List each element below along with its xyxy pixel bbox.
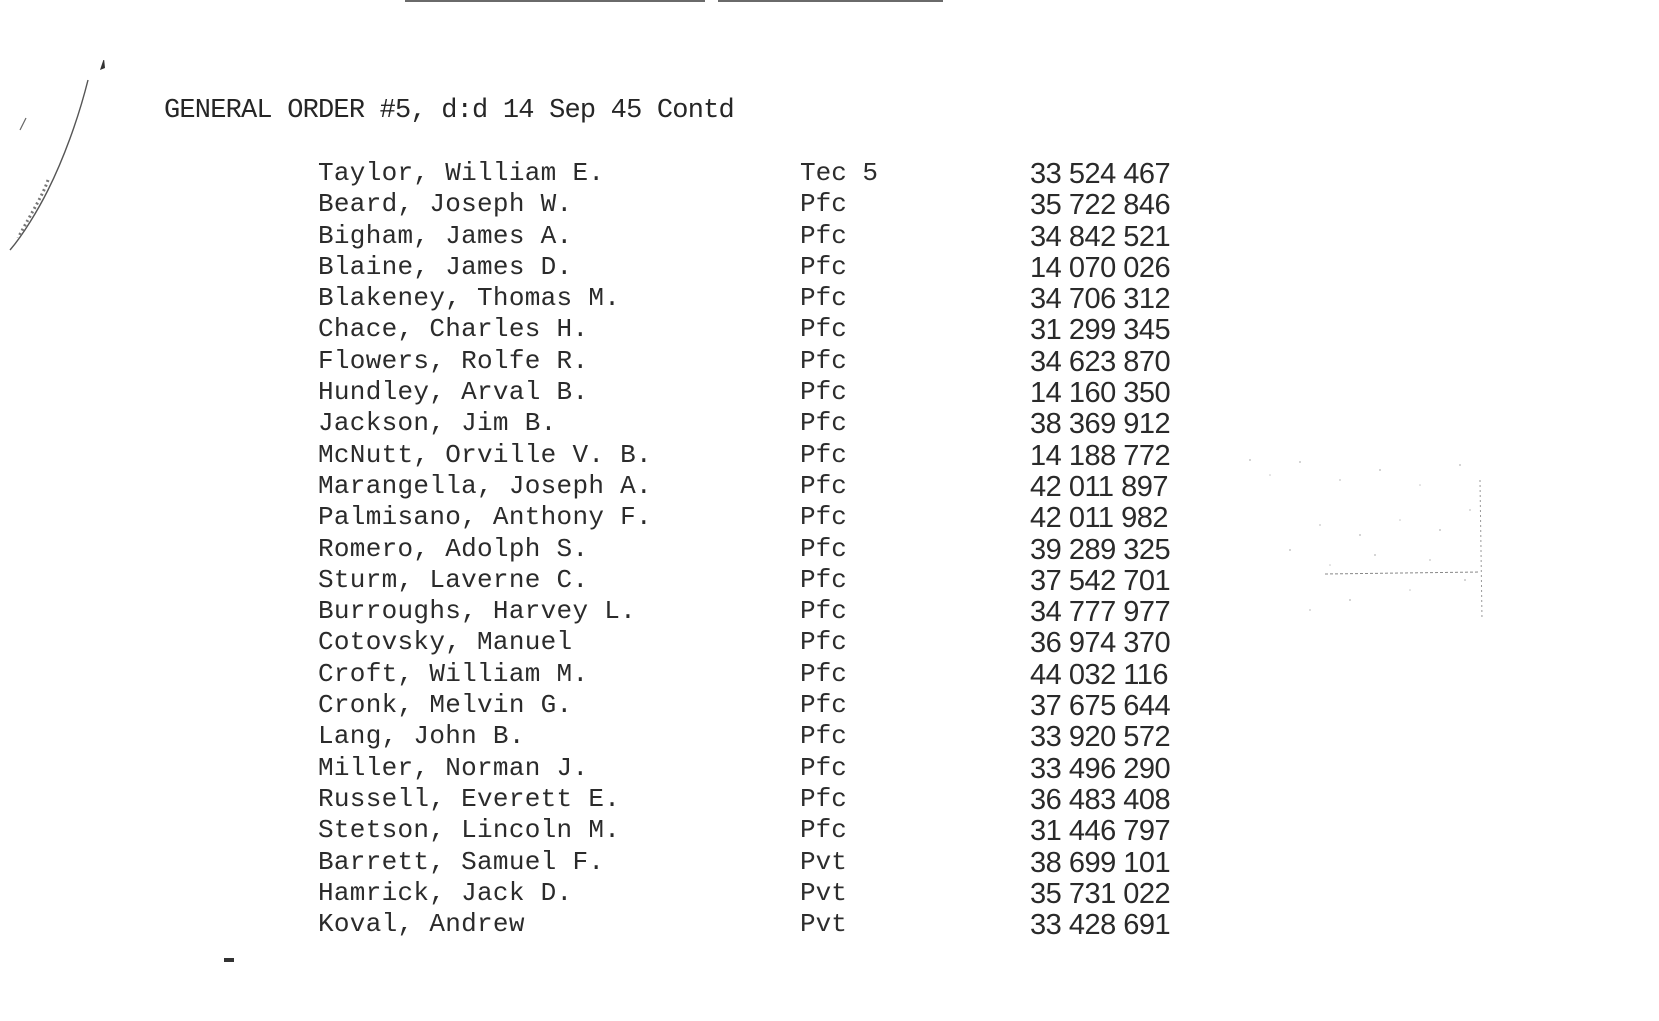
serial-number: 34 842 521 bbox=[1030, 220, 1171, 253]
serial-number: 34 623 870 bbox=[1030, 345, 1171, 378]
soldier-grade: Pvt bbox=[800, 846, 847, 877]
roster-row bbox=[318, 534, 1218, 565]
soldier-grade: Pfc bbox=[800, 690, 847, 721]
serial-number: 14 160 350 bbox=[1030, 377, 1171, 410]
soldier-grade: Pfc bbox=[800, 408, 847, 439]
soldier-name: Miller, Norman J. bbox=[318, 752, 589, 783]
roster-row bbox=[318, 158, 1218, 189]
soldier-name: Flowers, Rolfe R. bbox=[318, 345, 589, 376]
soldier-name: Beard, Joseph W. bbox=[318, 189, 573, 220]
soldier-name: Blaine, James D. bbox=[318, 251, 573, 282]
roster-row bbox=[318, 878, 1218, 909]
soldier-grade: Pfc bbox=[800, 439, 847, 470]
roster-row bbox=[318, 596, 1218, 627]
serial-number: 38 369 912 bbox=[1030, 408, 1171, 441]
soldier-name: Cronk, Melvin G. bbox=[318, 690, 573, 721]
serial-number: 33 920 572 bbox=[1030, 721, 1171, 754]
soldier-grade: Pfc bbox=[800, 220, 847, 251]
serial-number: 44 032 116 bbox=[1030, 658, 1168, 691]
soldier-grade: Pfc bbox=[800, 283, 847, 314]
roster-row bbox=[318, 314, 1218, 345]
soldier-name: Hamrick, Jack D. bbox=[318, 877, 573, 908]
soldier-name: Sturm, Laverne C. bbox=[318, 564, 589, 595]
roster-row bbox=[318, 627, 1218, 658]
serial-number: 42 011 897 bbox=[1030, 470, 1168, 503]
soldier-name: Taylor, William E. bbox=[318, 158, 605, 188]
roster-row bbox=[318, 346, 1218, 377]
serial-number: 31 446 797 bbox=[1030, 815, 1171, 848]
serial-number: 33 428 691 bbox=[1030, 909, 1171, 942]
soldier-name: Chace, Charles H. bbox=[318, 314, 589, 345]
serial-number: 35 722 846 bbox=[1030, 189, 1171, 222]
soldier-grade: Pfc bbox=[800, 564, 847, 595]
roster-row bbox=[318, 408, 1218, 439]
roster-row bbox=[318, 283, 1218, 314]
roster-list bbox=[318, 158, 1218, 940]
serial-number: 37 542 701 bbox=[1030, 564, 1171, 597]
serial-number: 37 675 644 bbox=[1030, 690, 1171, 723]
soldier-grade: Pfc bbox=[800, 721, 847, 752]
serial-number: 35 731 022 bbox=[1030, 877, 1171, 910]
soldier-grade: Pfc bbox=[800, 189, 847, 220]
serial-number: 31 299 345 bbox=[1030, 314, 1171, 347]
soldier-name: Burroughs, Harvey L. bbox=[318, 596, 637, 627]
soldier-name: Jackson, Jim B. bbox=[318, 408, 557, 439]
soldier-grade: Pvt bbox=[800, 909, 847, 940]
soldier-name: Hundley, Arval B. bbox=[318, 377, 589, 408]
serial-number: 36 483 408 bbox=[1030, 783, 1171, 816]
roster-row bbox=[318, 753, 1218, 784]
soldier-name: McNutt, Orville V. B. bbox=[318, 439, 652, 470]
roster-row bbox=[318, 565, 1218, 596]
ink-dot bbox=[224, 958, 234, 962]
soldier-grade: Pfc bbox=[800, 314, 847, 345]
top-rule-left bbox=[405, 0, 705, 2]
soldier-name: Stetson, Lincoln M. bbox=[318, 815, 621, 846]
soldier-name: Koval, Andrew bbox=[318, 909, 525, 940]
roster-row bbox=[318, 659, 1218, 690]
roster-row bbox=[318, 502, 1218, 533]
soldier-name: Russell, Everett E. bbox=[318, 783, 621, 814]
serial-number: 42 011 982 bbox=[1030, 502, 1168, 535]
soldier-grade: Pfc bbox=[800, 533, 847, 564]
roster-row bbox=[318, 189, 1218, 220]
soldier-name: Lang, John B. bbox=[318, 721, 525, 752]
serial-number: 36 974 370 bbox=[1030, 627, 1171, 660]
roster-row bbox=[318, 252, 1218, 283]
serial-number: 34 777 977 bbox=[1030, 596, 1171, 629]
scan-speckle bbox=[1230, 440, 1490, 630]
soldier-grade: Pfc bbox=[800, 251, 847, 282]
soldier-name: Marangella, Joseph A. bbox=[318, 470, 652, 501]
soldier-grade: Pfc bbox=[800, 345, 847, 376]
top-rule-right bbox=[718, 0, 943, 2]
serial-number: 14 188 772 bbox=[1030, 439, 1171, 472]
soldier-grade: Pfc bbox=[800, 377, 847, 408]
soldier-name: Bigham, James A. bbox=[318, 220, 573, 251]
serial-number: 34 706 312 bbox=[1030, 283, 1171, 316]
soldier-grade: Tec 5 bbox=[800, 158, 879, 188]
soldier-grade: Pfc bbox=[800, 783, 847, 814]
soldier-name: Blakeney, Thomas M. bbox=[318, 283, 621, 314]
soldier-grade: Pfc bbox=[800, 502, 847, 533]
soldier-grade: Pfc bbox=[800, 596, 847, 627]
serial-number: 33 496 290 bbox=[1030, 752, 1171, 785]
serial-number: 39 289 325 bbox=[1030, 533, 1171, 566]
soldier-grade: Pfc bbox=[800, 470, 847, 501]
roster-row bbox=[318, 440, 1218, 471]
soldier-grade: Pfc bbox=[800, 752, 847, 783]
soldier-name: Romero, Adolph S. bbox=[318, 533, 589, 564]
serial-number: 38 699 101 bbox=[1030, 846, 1171, 879]
serial-number: 14 070 026 bbox=[1030, 251, 1171, 284]
roster-row bbox=[318, 721, 1218, 752]
general-order-heading: GENERAL ORDER #5, d:d 14 Sep 45 Contd bbox=[164, 96, 734, 126]
roster-row bbox=[318, 221, 1218, 252]
soldier-name: Palmisano, Anthony F. bbox=[318, 502, 652, 533]
soldier-name: Croft, William M. bbox=[318, 658, 589, 689]
roster-row bbox=[318, 690, 1218, 721]
soldier-name: Barrett, Samuel F. bbox=[318, 846, 605, 877]
margin-ink-mark bbox=[8, 60, 118, 260]
roster-row bbox=[318, 909, 1218, 940]
roster-row bbox=[318, 815, 1218, 846]
soldier-grade: Pfc bbox=[800, 658, 847, 689]
soldier-name: Cotovsky, Manuel bbox=[318, 627, 573, 658]
roster-row bbox=[318, 471, 1218, 502]
soldier-grade: Pfc bbox=[800, 815, 847, 846]
serial-number: 33 524 467 bbox=[1030, 158, 1171, 190]
soldier-grade: Pvt bbox=[800, 877, 847, 908]
roster-row bbox=[318, 847, 1218, 878]
soldier-grade: Pfc bbox=[800, 627, 847, 658]
roster-row bbox=[318, 377, 1218, 408]
roster-row bbox=[318, 784, 1218, 815]
